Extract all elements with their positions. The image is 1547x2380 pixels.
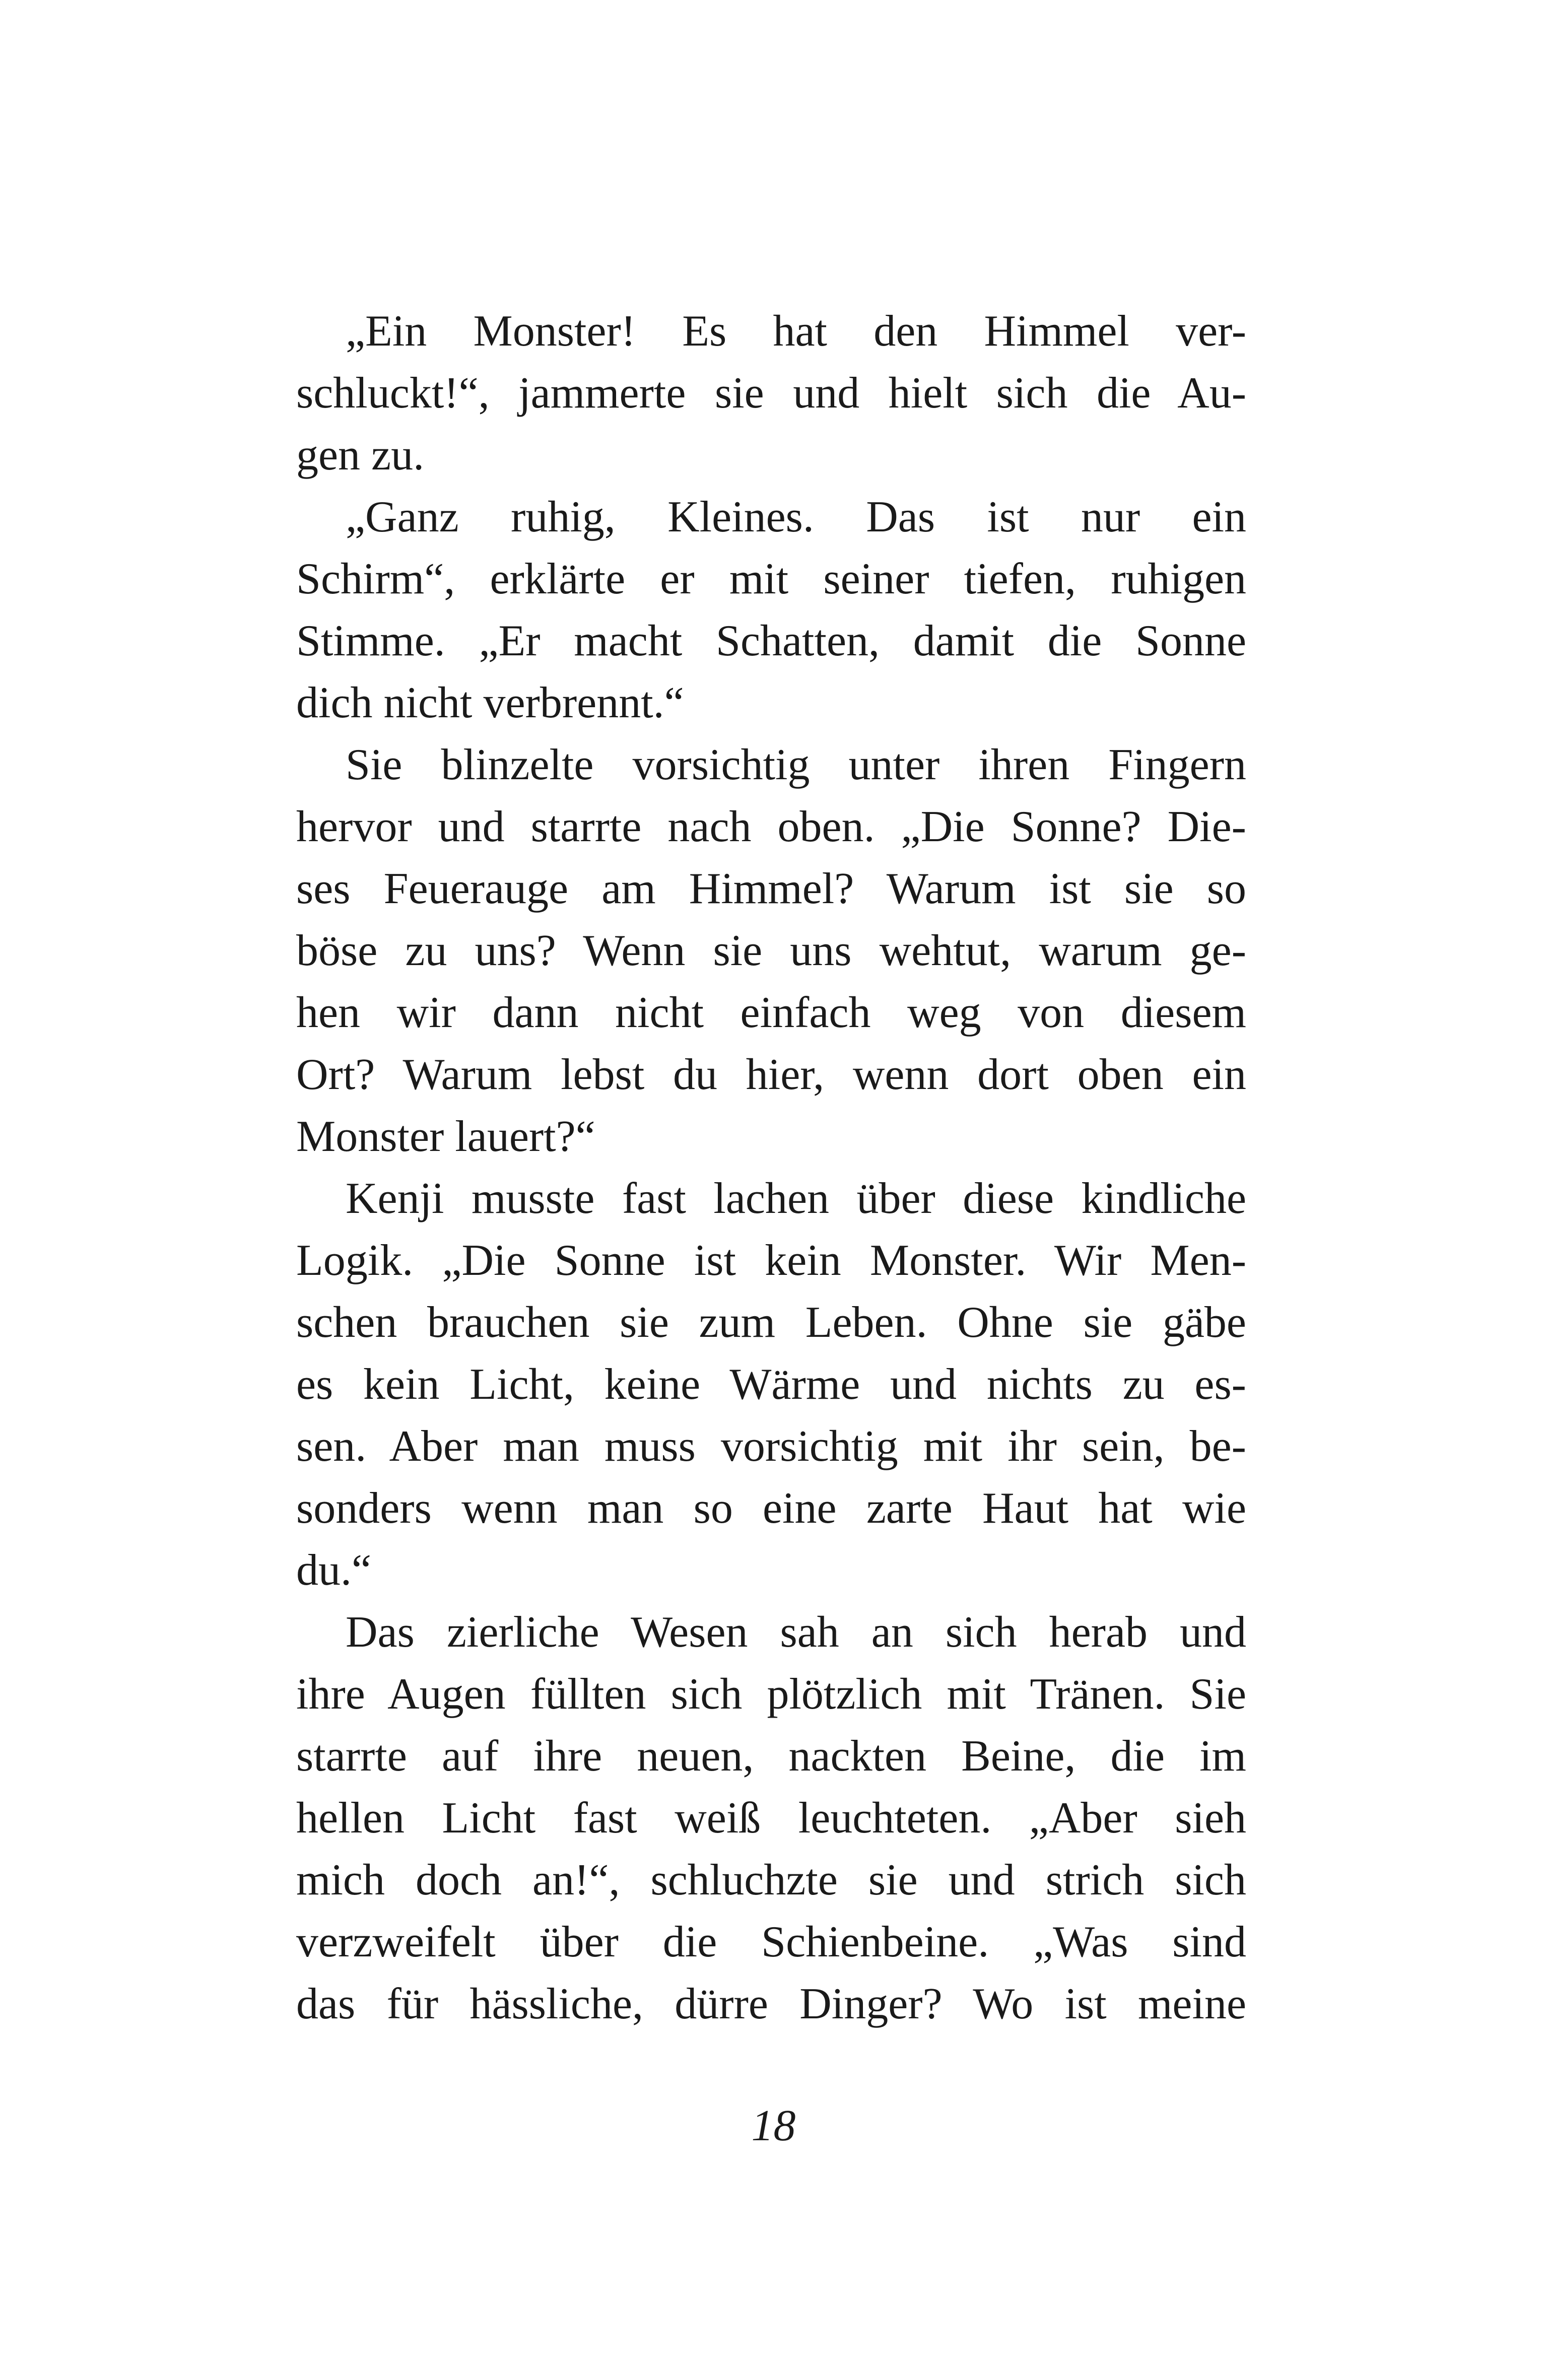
text-line: „Ein Monster! Es hat den Himmel ver- xyxy=(346,307,1246,356)
text-line: Ort? Warum lebst du hier, wenn dort oben ein xyxy=(296,1050,1246,1099)
text-line: mich doch an!“, schluchzte sie und strich sich xyxy=(296,1856,1246,1905)
text-line: verzweifelt über die Schienbeine. „Was sind xyxy=(296,1918,1246,1966)
text-line: Stimme. „Er macht Schatten, damit die Sonne xyxy=(296,617,1246,665)
text-line: gen zu. xyxy=(296,431,425,480)
text-line: Schirm“, erklärte er mit seiner tiefen, ruhigen xyxy=(296,555,1246,603)
text-line: ses Feuerauge am Himmel? Warum ist sie so xyxy=(296,864,1246,913)
text-line: das für hässliche, dürre Dinger? Wo ist meine xyxy=(296,1980,1246,2028)
text-line: schluckt!“, jammerte sie und hielt sich die Au- xyxy=(296,369,1246,418)
text-line: böse zu uns? Wenn sie uns wehtut, warum ge- xyxy=(296,926,1246,975)
text-line: Das zierliche Wesen sah an sich herab und xyxy=(346,1608,1246,1657)
text-line: sonders wenn man so eine zarte Haut hat wie xyxy=(296,1484,1246,1533)
text-line: „Ganz ruhig, Kleines. Das ist nur ein xyxy=(346,493,1246,541)
page-number: 18 xyxy=(751,2101,796,2150)
text-line: starrte auf ihre neuen, nackten Beine, die im xyxy=(296,1732,1246,1781)
text-line: hen wir dann nicht einfach weg von diesem xyxy=(296,988,1246,1037)
text-line: es kein Licht, keine Wärme und nichts zu es- xyxy=(296,1360,1246,1409)
text-line: hervor und starrte nach oben. „Die Sonne? Die- xyxy=(296,802,1246,851)
text-line: dich nicht verbrennt.“ xyxy=(296,678,684,727)
text-line: Sie blinzelte vorsichtig unter ihren Fingern xyxy=(346,740,1246,789)
text-line: Kenji musste fast lachen über diese kindliche xyxy=(346,1174,1246,1223)
text-line: schen brauchen sie zum Leben. Ohne sie gäbe xyxy=(296,1298,1246,1347)
text-line: hellen Licht fast weiß leuchteten. „Aber sieh xyxy=(296,1794,1246,1843)
text-line: sen. Aber man muss vorsichtig mit ihr sein, be- xyxy=(296,1422,1246,1471)
text-line: du.“ xyxy=(296,1546,372,1595)
text-line: Monster lauert?“ xyxy=(296,1112,595,1161)
text-line: ihre Augen füllten sich plötzlich mit Tränen. Sie xyxy=(296,1670,1246,1719)
text-line: Logik. „Die Sonne ist kein Monster. Wir Men- xyxy=(296,1236,1246,1285)
body-text xyxy=(296,300,1246,2035)
